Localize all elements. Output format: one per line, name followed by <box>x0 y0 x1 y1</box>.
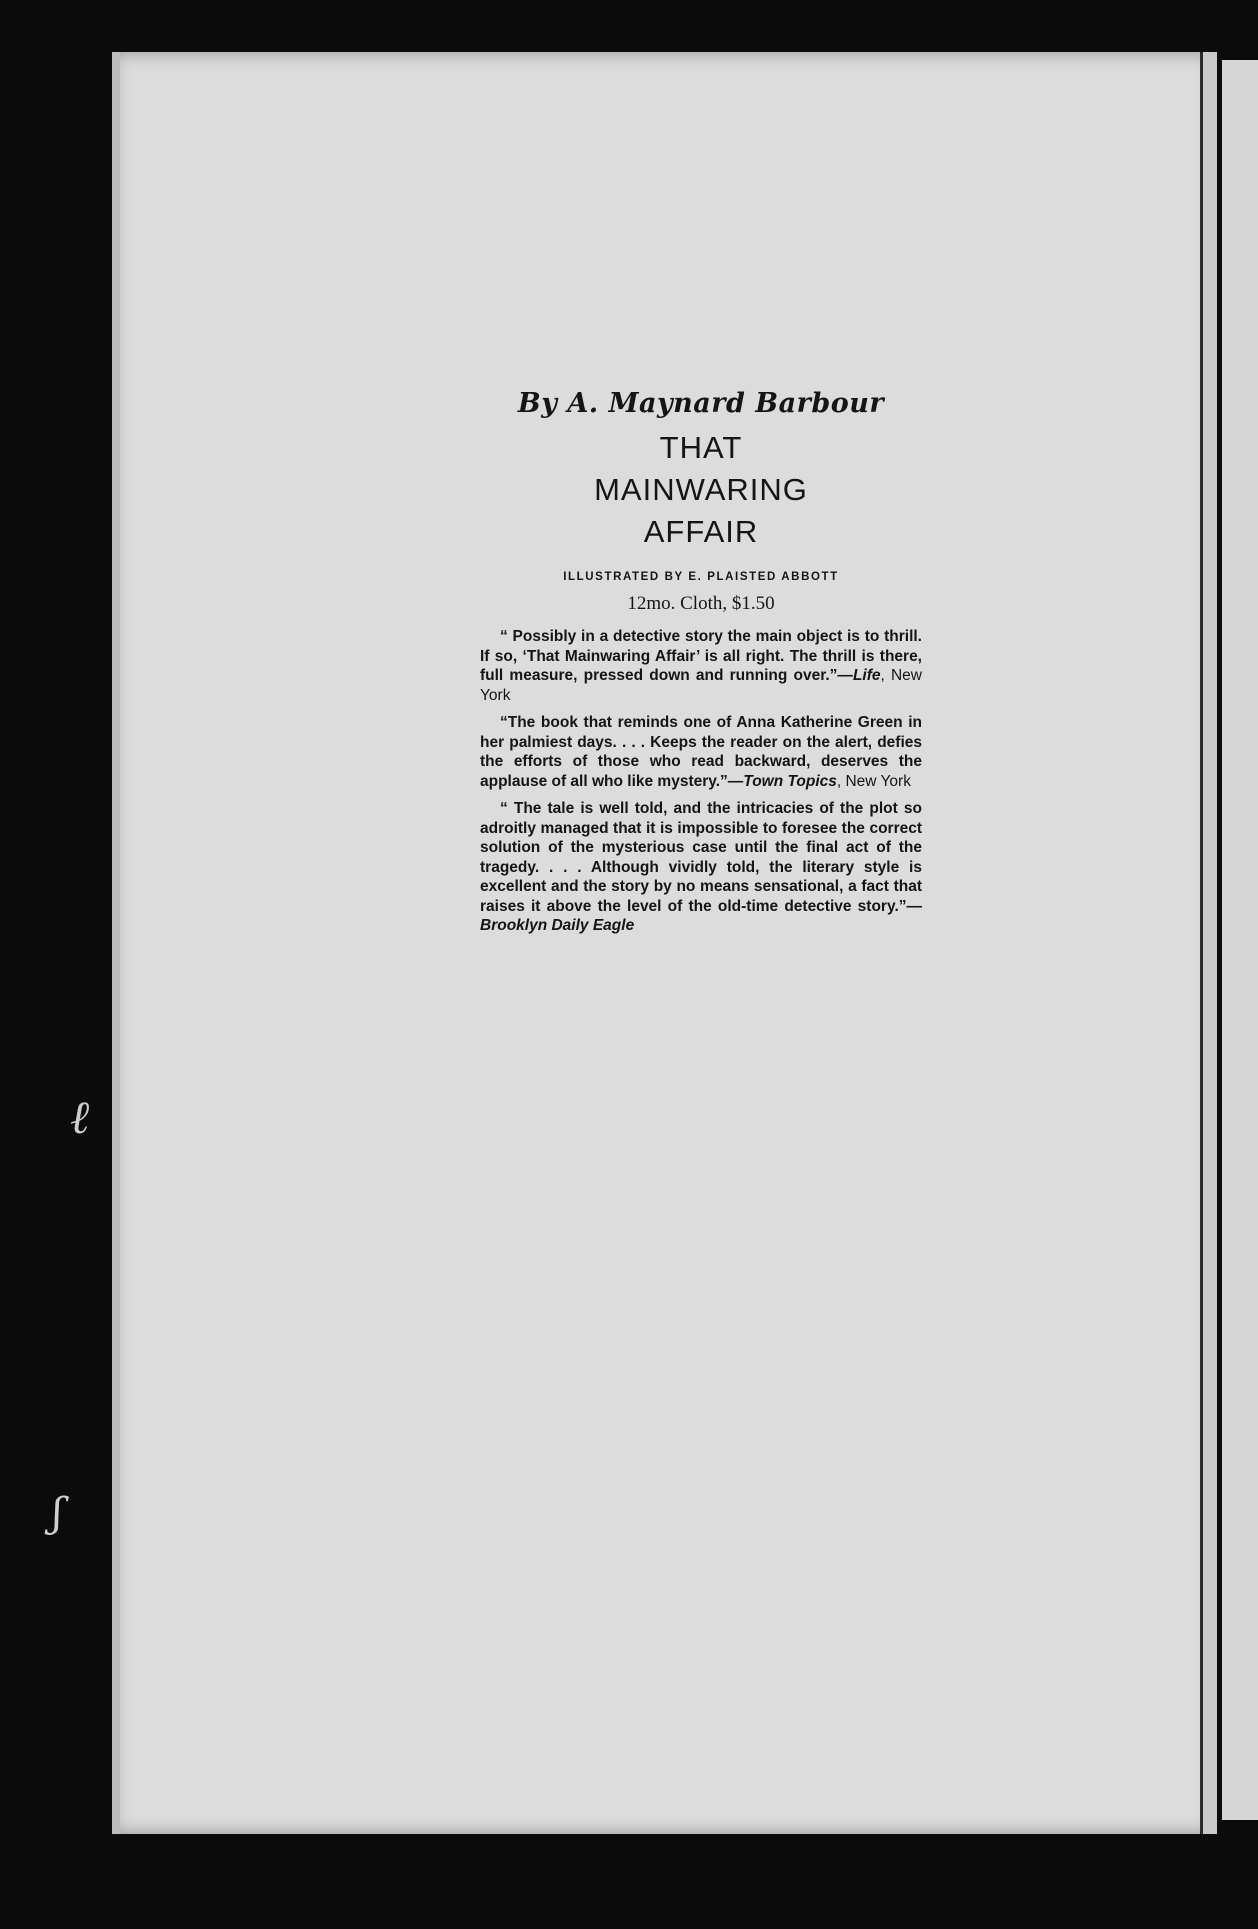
margin-mark-1: ℓ <box>70 1090 90 1144</box>
page-left-edge <box>112 52 120 1834</box>
review-place: , New York <box>480 667 922 704</box>
review-text: “ Possibly in a detective story the main object is to thrill. If so, ‘That Mainwaring Affair’ is all right. The thrill is there, full measure, pressed down and running over.”— <box>480 628 922 684</box>
review-quote <box>480 799 922 936</box>
edition-price-line: 12mo. Cloth, $1.50 <box>627 593 775 614</box>
facing-page-strip <box>1222 60 1258 1820</box>
book-title-line-2: MAINWARING <box>594 472 808 507</box>
review-text: “ The tale is well told, and the intricacies of the plot so adroitly managed that it is impossible to foresee the correct solution of the mysterious case until the final act of the tragedy. . . . Although vividly told, the literary style is excellent and the story by no means sensational, a fact that raises it above the level of the old-time detective story.”— <box>480 800 922 915</box>
page-right-edge <box>1200 52 1217 1834</box>
review-source: Brooklyn Daily Eagle <box>480 917 635 934</box>
author-line: By A. Maynard Barbour <box>517 388 885 419</box>
advertisement-block <box>480 388 922 944</box>
review-text: “The book that reminds one of Anna Katherine Green in her palmiest days. . . . Keeps the reader on the alert, defies the efforts of those who read backward, deserves the applause of all who like mystery.”— <box>480 714 922 790</box>
review-quote <box>480 627 922 705</box>
margin-mark-2: ʃ <box>52 1490 63 1536</box>
book-title-line-1: THAT <box>659 430 743 465</box>
review-source: Town Topics <box>743 772 837 790</box>
review-quote <box>480 713 922 791</box>
review-place: , New York <box>836 772 911 790</box>
review-source: Life <box>852 667 881 684</box>
book-title-line-3: AFFAIR <box>643 514 759 549</box>
illustrator-line: ILLUSTRATED BY E. PLAISTED ABBOTT <box>563 571 839 583</box>
